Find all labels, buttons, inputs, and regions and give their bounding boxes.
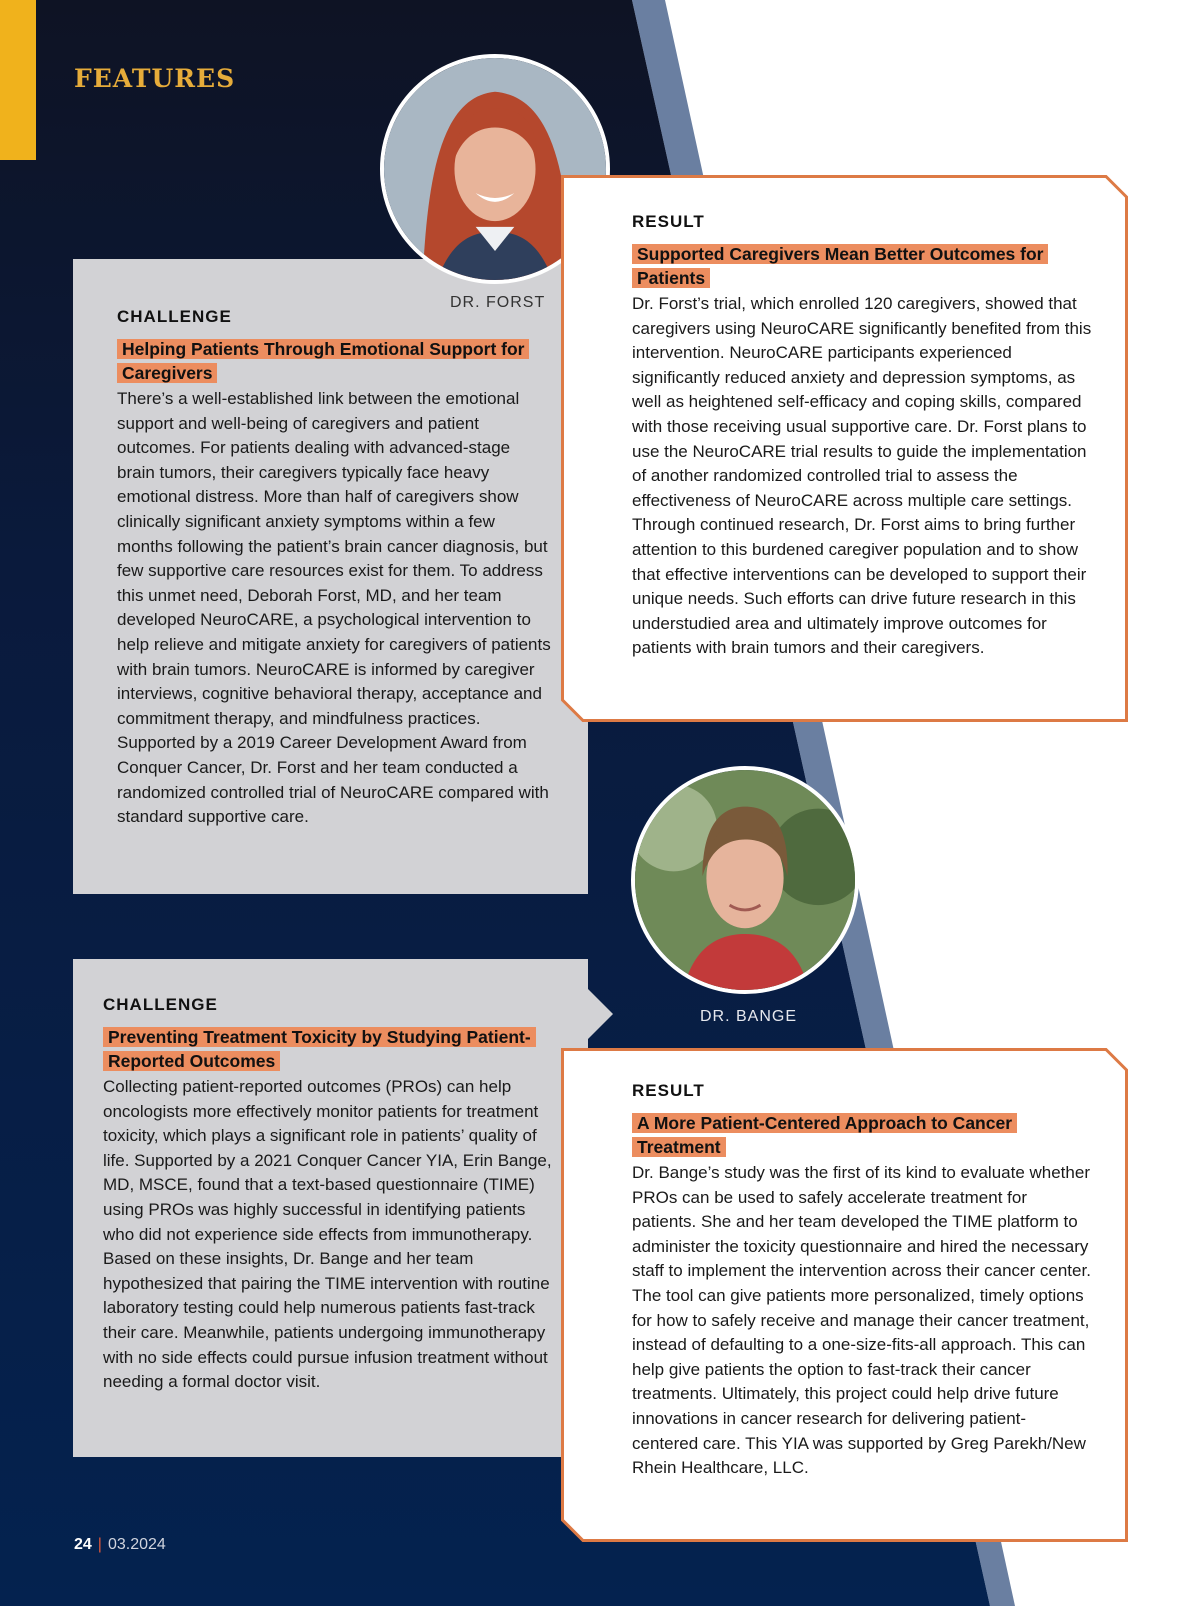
challenge-heading: Helping Patients Through Emotional Support for Caregivers — [117, 337, 552, 385]
result-heading: A More Patient-Centered Approach to Cancer Treatment — [632, 1111, 1092, 1159]
challenge-body: Collecting patient-reported outcomes (PROs) can help oncologists more effectively monitor patients for treatment toxicity, which plays a significant role in patients’ quality of life. Supported by a 2021 Conquer Cancer YIA, Erin Bange, MD, MSCE, found that a text-based questionnaire (TIME) using PROs was highly successful in identifying patients who did not experience side effects from immunotherapy. Based on these insights, Dr. Bange and her team hypothesized that pairing the TIME intervention with routine laboratory testing could help numerous patients fast-track their care. Meanwhile, patients undergoing immunotherapy with no side effects could pursue infusion treatment without needing a formal doctor visit. — [103, 1077, 552, 1392]
challenge-label: CHALLENGE — [103, 995, 218, 1014]
result-box-forst — [561, 175, 1128, 722]
photo-caption-bange: DR. BANGE — [700, 1008, 798, 1025]
portrait-photo-bange — [631, 766, 859, 994]
challenge-body: There’s a well-established link between the emotional support and well-being of caregivers and patient outcomes. For patients dealing with advanced-stage brain tumors, their caregivers typically face heavy emotional distress. More than half of caregivers show clinically significant anxiety symptoms within a few months following the patient’s brain cancer diagnosis, but few supportive care resources exist for them. To address this unmet need, Deborah Forst, MD, and her team developed NeuroCARE, a psychological intervention to help relieve and mitigate anxiety for caregivers of patients with brain tumors. NeuroCARE is informed by caregiver interviews, cognitive behavioral therapy, acceptance and commitment therapy, and mindfulness practices. Supported by a 2019 Career Development Award from Conquer Cancer, Dr. Forst and her team conducted a randomized controlled trial of NeuroCARE compared with standard supportive care. — [117, 389, 551, 827]
result-label: RESULT — [632, 1081, 705, 1100]
result-heading: Supported Caregivers Mean Better Outcomes for Patients — [632, 242, 1092, 290]
accent-bar — [0, 0, 36, 160]
challenge-label: CHALLENGE — [117, 307, 232, 326]
page-footer — [74, 1536, 166, 1554]
photo-caption-forst: DR. FORST — [450, 294, 546, 311]
section-title: FEATURES — [74, 64, 236, 93]
result-body: Dr. Bange’s study was the first of its kind to evaluate whether PROs can be used to safely accelerate treatment for patients. She and her team developed the TIME platform to administer the toxicity questionnaire and hired the necessary staff to implement the intervention across their cancer center. The tool can give patients more personalized, timely options for how to safely receive and manage their cancer treatment, instead of defaulting to a one-size-fits-all approach. This can help give patients the option to fast-track their cancer treatments. Ultimately, this project could help drive future innovations in cancer research for delivering patient-centered care. This YIA was supported by Greg Parekh/New Rhein Healthcare, LLC. — [632, 1163, 1091, 1478]
result-label: RESULT — [632, 212, 705, 231]
issue-date: 03.2024 — [107, 1536, 166, 1553]
challenge-panel-bange — [103, 995, 553, 1395]
challenge-panel-forst — [73, 259, 588, 894]
page-number: 24 — [74, 1536, 92, 1553]
result-box-bange — [561, 1048, 1128, 1542]
challenge-heading: Preventing Treatment Toxicity by Studying Patient-Reported Outcomes — [103, 1025, 553, 1073]
footer-separator: | — [97, 1536, 102, 1553]
portrait-photo-icon — [635, 770, 855, 990]
result-body: Dr. Forst’s trial, which enrolled 120 caregivers, showed that caregivers using NeuroCARE significantly benefited from this intervention. NeuroCARE participants experienced significantly reduced anxiety and depression symptoms, as well as heightened self-efficacy and coping skills, compared with those receiving usual supportive care. Dr. Forst plans to use the NeuroCARE trial results to guide the implementation of another randomized controlled trial to assess the effectiveness of NeuroCARE across multiple care settings. Through continued research, Dr. Forst aims to bring further attention to this burdened caregiver population and to show that effective interventions can be developed to support their unique needs. Such efforts can drive future research in this understudied area and ultimately improve outcomes for patients with brain tumors and their caregivers. — [632, 294, 1092, 658]
